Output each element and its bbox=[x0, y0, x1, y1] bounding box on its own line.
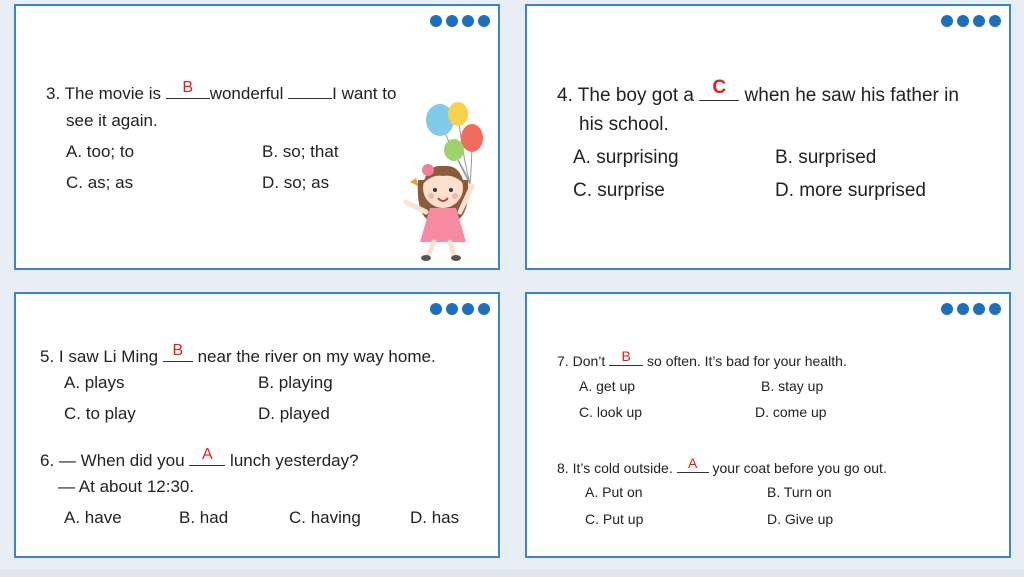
option-q5-b[interactable]: B. playing bbox=[258, 373, 333, 392]
option-q6-c[interactable]: C. having bbox=[289, 508, 361, 527]
option-q4-a[interactable]: A. surprising bbox=[573, 147, 679, 168]
dots-decoration bbox=[941, 303, 1001, 315]
question-3-line1: 3. The movie is B wonderful I want to bbox=[46, 79, 397, 103]
card-question-4 bbox=[525, 4, 1011, 270]
option-q6-b[interactable]: B. had bbox=[179, 508, 229, 527]
answer-q8: A bbox=[687, 455, 698, 471]
option-q3-c[interactable]: C. as; as bbox=[66, 173, 134, 192]
option-q4-c[interactable]: C. surprise bbox=[573, 180, 665, 201]
dots-decoration bbox=[430, 303, 490, 315]
option-q4-d[interactable]: D. more surprised bbox=[775, 180, 926, 201]
option-q8-c[interactable]: C. Put up bbox=[585, 511, 644, 527]
dots-decoration bbox=[430, 15, 490, 27]
answer-q7: B bbox=[621, 348, 631, 364]
question-4-line2: his school. bbox=[579, 114, 669, 135]
answer-q4: C bbox=[712, 77, 727, 98]
question-5-line1: 5. I saw Li Ming B near the river on my way home. bbox=[40, 342, 436, 366]
option-q3-d[interactable]: D. so; as bbox=[262, 173, 330, 192]
option-q5-d[interactable]: D. played bbox=[258, 404, 330, 423]
option-q3-a[interactable]: A. too; to bbox=[66, 142, 135, 161]
card-questions-7-8 bbox=[525, 292, 1011, 558]
option-q7-d[interactable]: D. come up bbox=[755, 404, 827, 420]
option-q6-d[interactable]: D. has bbox=[410, 508, 460, 527]
option-q8-a[interactable]: A. Put on bbox=[585, 484, 643, 500]
option-q8-b[interactable]: B. Turn on bbox=[767, 484, 832, 500]
question-8-line1: 8. It’s cold outside. A your coat before you go out. bbox=[557, 455, 887, 476]
card-questions-5-6 bbox=[14, 292, 500, 558]
option-q3-b[interactable]: B. so; that bbox=[262, 142, 339, 161]
bottom-strip bbox=[0, 569, 1024, 577]
answer-q6: A bbox=[201, 446, 213, 463]
option-q7-c[interactable]: C. look up bbox=[579, 404, 643, 420]
answer-q3: B bbox=[182, 79, 194, 96]
question-3-line2: see it again. bbox=[66, 111, 158, 130]
option-q5-c[interactable]: C. to play bbox=[64, 404, 136, 423]
dots-decoration bbox=[941, 15, 1001, 27]
card-question-3 bbox=[14, 4, 500, 270]
option-q7-a[interactable]: A. get up bbox=[579, 378, 636, 394]
question-6-line1: 6. — When did you A lunch yesterday? bbox=[40, 446, 359, 470]
option-q8-d[interactable]: D. Give up bbox=[767, 511, 834, 527]
option-q5-a[interactable]: A. plays bbox=[64, 373, 125, 392]
girl-with-balloons-illustration bbox=[388, 102, 496, 262]
question-7-line1: 7. Don’t B so often. It’s bad for your health. bbox=[557, 348, 847, 369]
option-q4-b[interactable]: B. surprised bbox=[775, 147, 877, 168]
option-q7-b[interactable]: B. stay up bbox=[761, 378, 824, 394]
question-4-line1: 4. The boy got a C when he saw his father in bbox=[557, 77, 959, 106]
question-6-line2: — At about 12:30. bbox=[58, 477, 195, 496]
option-q6-a[interactable]: A. have bbox=[64, 508, 122, 527]
answer-q5: B bbox=[172, 342, 184, 359]
